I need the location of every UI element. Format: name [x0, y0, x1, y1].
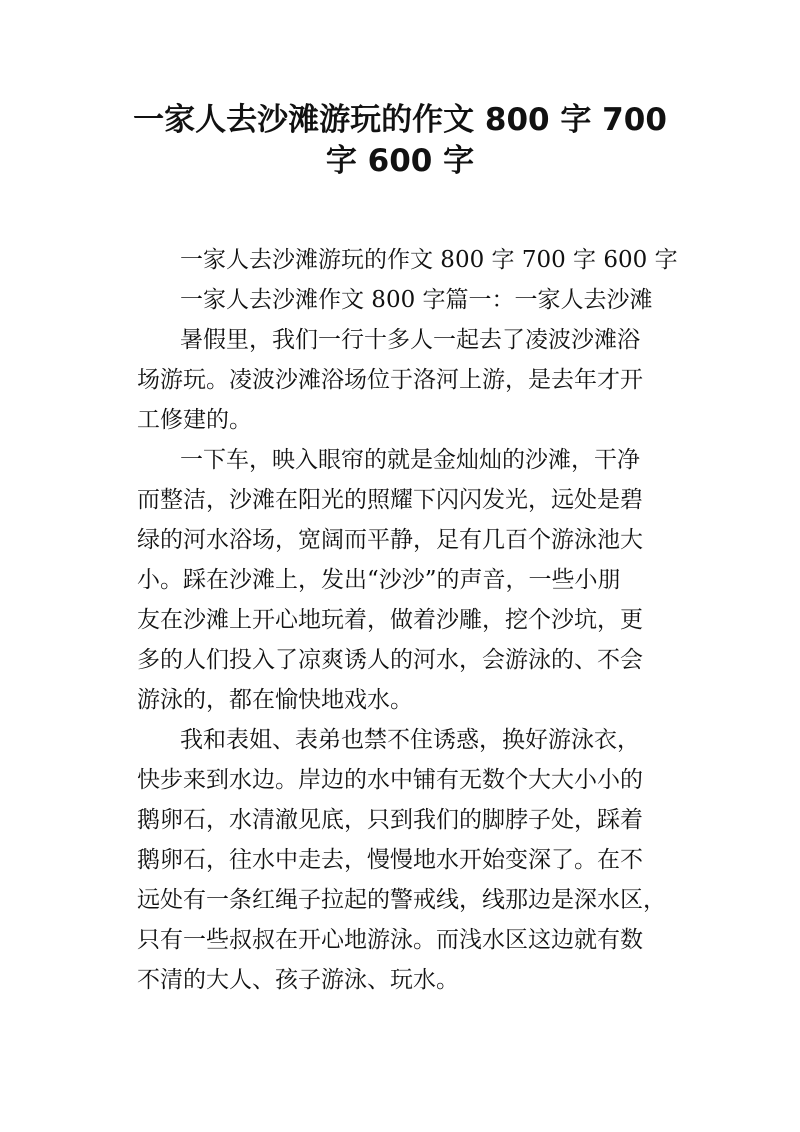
text-line: 远处有一条红绳子拉起的警戒线，线那边是深水区， — [137, 887, 666, 913]
text-line: 鹅卵石，水清澈见底，只到我们的脚脖子处，踩着 — [137, 807, 643, 833]
text-line: 友在沙滩上开心地玩着，做着沙雕，挖个沙坑，更 — [137, 607, 643, 633]
text-line: 暑假里，我们一行十多人一起去了凌波沙滩浴 — [180, 327, 640, 353]
text-line: 场游玩。凌波沙滩浴场位于洛河上游，是去年才开 — [137, 367, 643, 393]
text-line: 鹅卵石，往水中走去，慢慢地水开始变深了。在不 — [137, 847, 643, 873]
text-line: 只有一些叔叔在开心地游泳。而浅水区这边就有数 — [137, 927, 643, 953]
text-line: 多的人们投入了凉爽诱人的河水，会游泳的、不会 — [137, 647, 643, 673]
text-line: 工修建的。 — [137, 407, 252, 433]
text-line: 不清的大人、孩子游泳、玩水。 — [137, 967, 459, 993]
document-body — [137, 240, 697, 1000]
text-line: 一下车，映入眼帘的就是金灿灿的沙滩，干净 — [180, 447, 640, 473]
text-line: 游泳的，都在愉快地戏水。 — [137, 687, 413, 713]
document-title-line-2: 字 600 字 — [325, 143, 475, 179]
text-line: 小。踩在沙滩上，发出“沙沙”的声音，一些小朋 — [137, 567, 621, 593]
text-line: 快步来到水边。岸边的水中铺有无数个大大小小的 — [137, 767, 643, 793]
text-line: 一家人去沙滩游玩的作文 800 字 700 字 600 字 — [180, 247, 678, 273]
document-title-line-1: 一家人去沙滩游玩的作文 800 字 700 — [133, 102, 667, 138]
text-line: 一家人去沙滩作文 800 字篇一：一家人去沙滩 — [180, 287, 653, 313]
text-line: 而整洁，沙滩在阳光的照耀下闪闪发光，远处是碧 — [137, 487, 643, 513]
text-line: 绿的河水浴场，宽阔而平静，足有几百个游泳池大 — [137, 527, 643, 553]
text-line: 我和表姐、表弟也禁不住诱惑，换好游泳衣， — [180, 727, 640, 753]
